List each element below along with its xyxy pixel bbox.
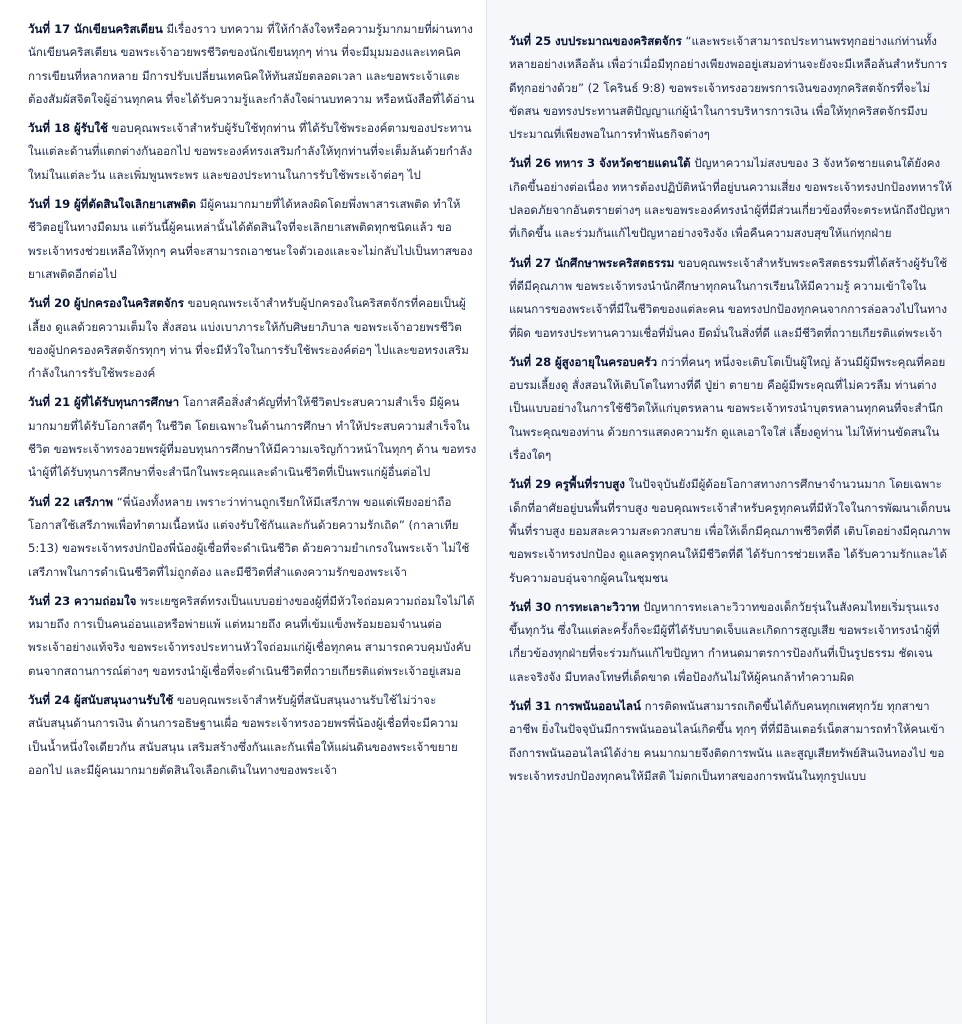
prayer-entry-day-25	[509, 30, 952, 146]
entry-day: วันที่ 28	[509, 354, 552, 369]
entry-body: มีผู้คนมากมายที่ได้หลงผิดโดยพึ่งพาสารเสพติด ทำให้ชีวิตอยู่ในทางมืดมน แต่วันนี้ผู้คนเหล่านั้นได้ตัดสินใจที่จะเลิกยาเสพติดทุกชนิดแล้ว ขอพระเจ้าทรงช่วยเหลือให้ทุกๆ คนที่จะสามารถเอาชนะใจตัวเองและจะไม่กลับไปเป็นทาสของยาเสพติดอีกต่อไป	[28, 197, 473, 281]
entry-title: ผู้ที่ได้รับทุนการศึกษา	[73, 395, 180, 410]
entry-title: การทะเลาะวิวาท	[554, 599, 640, 614]
prayer-entry-day-26	[509, 152, 952, 245]
prayer-entry-day-27	[509, 252, 952, 345]
entry-title: งบประมาณของคริสตจักร	[554, 34, 682, 48]
prayer-entry-day-31	[509, 695, 952, 788]
entry-body: “และพระเจ้าสามารถประทานพรทุกอย่างแก่ท่านทั้งหลายอย่างเหลือล้น เพื่อว่าเมื่อมีทุกอย่างเพียงพออยู่เสมอท่านจะยังจะมีเหลือล้นสำหรับการดีทุกอย่างด้วย” (2 โครินธ์ 9:8) ขอพระเจ้าทรงอวยพรการเงินของทุกคริสตจักรที่จะไม่ขัดสน ขอทรงประทานสติปัญญาแก่ผู้นำในการบริหารการเงิน เพื่อให้ทุกคริสตจักรมีงบประมาณที่เพียงพอในการทำพันธกิจต่างๆ	[509, 34, 948, 142]
entry-day: วันที่ 23	[28, 593, 71, 608]
prayer-entry-day-19	[28, 193, 477, 286]
entry-body: โอกาสคือสิ่งสำคัญที่ทำให้ชีวิตประสบความสำเร็จ มีผู้คนมากมายที่ได้รับโอกาสดีๆ ในชีวิต โดยเฉพาะในด้านการศึกษา ทำให้ประสบความสำเร็จในชีวิต ขอพระเจ้าทรงอวยพรผู้ที่มอบทุนการศึกษาให้มีความเจริญก้าวหน้าในทุกๆ ด้าน ขอทรงนำผู้ที่ได้รับทุนการศึกษาที่จะสำนึกในพระคุณและดำเนินชีวิตที่เป็นพรแก่ผู้อื่นต่อไป	[28, 395, 477, 480]
entry-body: กว่าที่คนๆ หนึ่งจะเติบโตเป็นผู้ใหญ่ ล้วนมีผู้มีพระคุณที่คอยอบรมเลี้ยงดู สั่งสอนให้เติบโตในทางที่ดี ปู่ย่า ตายาย คือผู้มีพระคุณที่ไม่ควรลืม ท่านต่างเป็นแบบอย่างในการใช้ชีวิตให้แก่บุตรหลาน ขอพระเจ้าทรงนำบุตรหลานทุกคนที่จะสำนึกในพระคุณของท่าน ด้วยการแสดงความรัก ดูแลเอาใจใส่ เลี้ยงดูท่าน ไม่ให้ท่านขัดสนในเรื่องใดๆ	[509, 354, 946, 463]
entry-day: วันที่ 26	[509, 156, 552, 171]
prayer-entry-day-18	[28, 117, 477, 187]
prayer-entry-day-28	[509, 351, 952, 467]
entry-body: ขอบคุณพระเจ้าสำหรับผู้รับใช้ทุกท่าน ที่ได้รับใช้พระองค์ตามของประทานในแต่ละด้านที่แตกต่างกันออกไป ขอพระองค์ทรงเสริมกำลังให้ทุกท่านที่จะเต็มล้นด้วยกำลังใหม่ในแต่ละวัน และเพิ่มพูนพระพร และของประทานในการรับใช้พระเจ้าต่อๆ ไป	[28, 121, 473, 182]
prayer-entry-day-22	[28, 491, 477, 584]
prayer-entry-day-30	[509, 596, 952, 689]
entry-body: ขอบคุณพระเจ้าสำหรับผู้ที่สนับสนุนงานรับใช้ไม่ว่าจะสนับสนุนด้านการเงิน ด้านการอธิษฐานเผื่อ ขอพระเจ้าทรงอวยพรพี่น้องผู้เชื่อที่จะมีความเป็นน้ำหนึ่งใจเดียวกัน สนับสนุน เสริมสร้างซึ่งกันและกันเพื่อให้แผ่นดินของพระเจ้าขยายออกไป และมีผู้คนมากมายตัดสินใจเลือกเดินในทางของพระเจ้า	[28, 693, 459, 777]
prayer-entry-day-23	[28, 590, 477, 683]
entry-body: “พี่น้องทั้งหลาย เพราะว่าท่านถูกเรียกให้มีเสรีภาพ ขอแต่เพียงอย่าถือโอกาสใช้เสรีภาพเพื่อทำตามเนื้อหนัง แต่จงรับใช้กันและกันด้วยความรักเถิด” (กาลาเทีย 5:13) ขอพระเจ้าทรงปกป้องพี่น้องผู้เชื่อที่จะดำเนินชีวิต ด้วยความยำเกรงในพระเจ้า ไม่ใช้เสรีภาพในการดำเนินชีวิตที่ไม่ถูกต้อง และมีชีวิตที่สำแดงความรักของพระเจ้า	[28, 494, 470, 579]
right-column	[487, 0, 962, 1024]
entry-day: วันที่ 24	[28, 693, 71, 708]
entry-day: วันที่ 31	[509, 699, 552, 714]
entry-day: วันที่ 18	[28, 121, 71, 136]
prayer-entry-day-29	[509, 473, 952, 589]
entry-title: ครูพื้นที่ราบสูง	[554, 477, 625, 492]
entry-body: ปัญหาความไม่สงบของ 3 จังหวัดชายแดนใต้ยังคงเกิดขึ้นอย่างต่อเนื่อง ทหารต้องปฏิบัติหน้าที่อยู่บนความเสี่ยง ขอพระเจ้าทรงปกป้องทหารให้ปลอดภัยจากอันตรายต่างๆ และขอพระองค์ทรงนำผู้ที่มีส่วนเกี่ยวข้องที่จะตระหนักถึงปัญหาที่เกิดขึ้น และร่วมกันแก้ไขปัญหาอย่างจริงจัง เพื่อคืนความสงบสุขให้แก่ทุกฝ่าย	[509, 156, 953, 241]
prayer-entry-day-20	[28, 292, 477, 385]
entry-title: ผู้รับใช้	[73, 121, 108, 136]
entry-body: ขอบคุณพระเจ้าสำหรับผู้ปกครองในคริสตจักรที่คอยเป็นผู้เลี้ยง ดูแลด้วยความเต็มใจ สั่งสอน แบ่งเบาภาระให้กับศิษยาภิบาล ขอพระเจ้าอวยพรชีวิตของผู้ปกครองคริสตจักรทุกๆ ท่าน ที่จะมีหัวใจในการรับใช้พระองค์ต่อๆ ไปและขอทรงเสริมกำลังในการรับใช้พระองค์	[28, 296, 469, 381]
entry-title: การพนันออนไลน์	[554, 699, 641, 714]
entry-body: มีเรื่องราว บทความ ที่ให้กำลังใจหรือความรู้มากมายที่ผ่านทางนักเขียนคริสเตียน ขอพระเจ้าอวยพรชีวิตของนักเขียนทุกๆ ท่าน ที่จะมีมุมมองและเทคนิคการเขียนที่หลากหลาย มีการปรับเปลี่ยนเทคนิคให้ทันสมัยตลอดเวลา และขอพระเจ้าแตะต้องสัมผัสจิตใจผู้อ่านทุกคน ที่จะได้รับความรู้และกำลังใจผ่านบทความ หรือหนังสือที่ได้อ่าน	[28, 22, 475, 106]
entry-title: ความถ่อมใจ	[73, 593, 137, 608]
entry-day: วันที่ 19	[28, 197, 71, 212]
entry-day: วันที่ 27	[509, 255, 552, 270]
entry-title: นักเขียนคริสเตียน	[73, 22, 163, 36]
entry-body: การติดพนันสามารถเกิดขึ้นได้กับคนทุกเพศทุกวัย ทุกสาขาอาชีพ ยิ่งในปัจจุบันมีการพนันออนไลน์เกิดขึ้น ทุกๆ ที่ที่มีอินเตอร์เน็ตสามารถทำให้คนเข้าถึงการพนันออนไลน์ได้ง่าย คนมากมายจึงติดการพนัน และสูญเสียทรัพย์สินเงินทองไป ขอพระเจ้าทรงปกป้องทุกคนให้มีสติ ไม่ตกเป็นทาสของการพนันในทุกรูปแบบ	[509, 699, 945, 783]
entry-day: วันที่ 22	[28, 494, 71, 509]
entry-day: วันที่ 30	[509, 599, 552, 614]
entry-title: ทหาร 3 จังหวัดชายแดนใต้	[554, 156, 691, 171]
entry-title: ผู้สูงอายุในครอบครัว	[554, 354, 658, 369]
entry-title: ผู้ที่ตัดสินใจเลิกยาเสพติด	[73, 197, 197, 212]
prayer-entry-day-21	[28, 391, 477, 484]
entry-body: พระเยซูคริสต์ทรงเป็นแบบอย่างของผู้ที่มีหัวใจถ่อมความถ่อมใจไม่ได้หมายถึง การเป็นคนอ่อนแอหรือพ่ายแพ้ แต่หมายถึง คนที่เข้มแข็งพร้อมยอมจำนนต่อพระเจ้าอย่างแท้จริง ขอพระเจ้าทรงประทานหัวใจถ่อมแก่ผู้เชื่อทุกคน สามารถควบคุมบังคับตนจากสถานการณ์ต่างๆ ขอทรงนำผู้เชื่อที่จะดำเนินชีวิตที่ถวายเกียรติแด่พระเจ้าอยู่เสมอ	[28, 593, 475, 678]
entry-day: วันที่ 17	[28, 22, 71, 36]
entry-title: เสรีภาพ	[73, 494, 113, 509]
entry-title: ผู้ปกครองในคริสตจักร	[73, 296, 184, 311]
entry-day: วันที่ 29	[509, 477, 552, 492]
entry-body: ในปัจจุบันยังมีผู้ด้อยโอกาสทางการศึกษาจำนวนมาก โดยเฉพาะเด็กที่อาศัยอยู่บนพื้นที่ราบสูง ขอบคุณพระเจ้าสำหรับครูทุกคนที่มีหัวใจในการพัฒนาเด็กบนพื้นที่ราบสูง ยอมสละความสะดวกสบาย เพื่อให้เด็กมีคุณภาพชีวิตที่ดี เติบโตอย่างมีคุณภาพ ขอพระเจ้าทรงปกป้อง ดูแลครูทุกคนให้มีชีวิตที่ดี ได้รับการช่วยเหลือ ได้รับความรักและได้รับความอบอุ่นจากผู้คนในชุมชน	[509, 477, 951, 585]
prayer-entry-day-24	[28, 689, 477, 782]
entry-title: ผู้สนับสนุนงานรับใช้	[73, 693, 174, 708]
entry-body: ปัญหาการทะเลาะวิวาทของเด็กวัยรุ่นในสังคมไทยเริ่มรุนแรงขึ้นทุกวัน ซึ่งในแต่ละครั้งก็จะมีผู้ที่ได้รับบาดเจ็บและเกิดการสูญเสีย ขอพระเจ้าทรงนำผู้ที่เกี่ยวข้องทุกฝ่ายที่จะร่วมกันแก้ไขปัญหา กำหนดมาตรการป้องกันที่เป็นรูปธรรม ชัดเจนและจริงจัง มีบทลงโทษที่เด็ดขาด เพื่อป้องกันไม่ให้ผู้คนกล้าทำความผิด	[509, 599, 940, 684]
entry-day: วันที่ 21	[28, 395, 71, 410]
prayer-entry-day-17	[28, 18, 477, 111]
entry-day: วันที่ 20	[28, 296, 71, 311]
entry-body: ขอบคุณพระเจ้าสำหรับพระคริสตธรรมที่ได้สร้างผู้รับใช้ที่ดีมีคุณภาพ ขอพระเจ้าทรงนำนักศึกษาทุกคนในการเรียนให้มีความรู้ ความเข้าใจในแผนการของพระเจ้าที่มีในชีวิตของแต่ละคน ขอทรงปกป้องทุกคนจากการล่อลวงไปในทางที่ผิด ขอทรงประทานความเชื่อที่มั่นคง ยึดมั่นในสิ่งที่ดี และมีชีวิตที่ถวายเกียรติแด่พระเจ้า	[509, 255, 948, 340]
entry-day: วันที่ 25	[509, 34, 552, 48]
entry-title: นักศึกษาพระคริสตธรรม	[554, 255, 675, 270]
